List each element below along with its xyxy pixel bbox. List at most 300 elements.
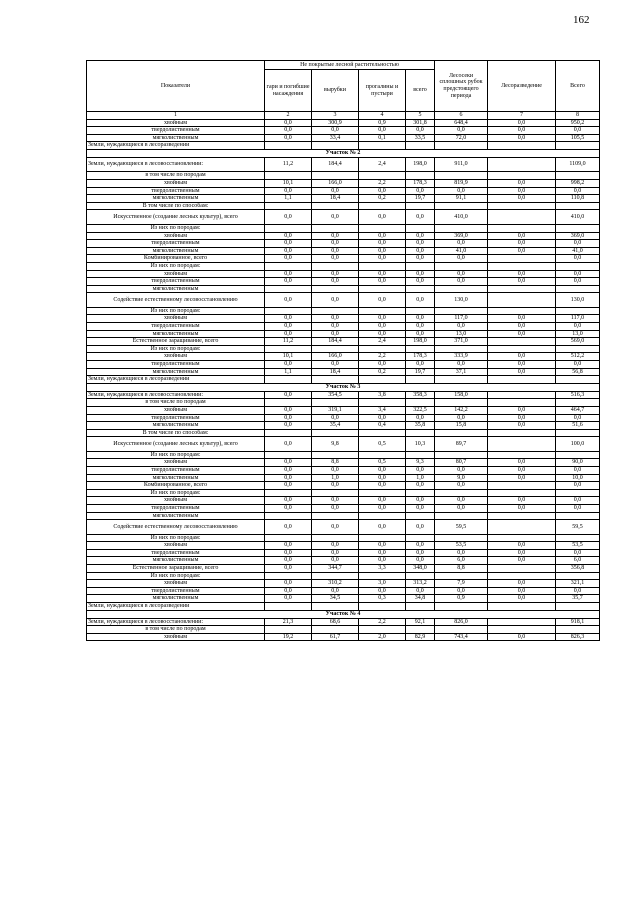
table-row xyxy=(87,270,600,278)
row-label: Комбинированное, всего xyxy=(87,482,265,490)
header-glades: прогалины и пустыри xyxy=(359,70,406,112)
table-cell: 321,1 xyxy=(556,580,600,588)
table-cell xyxy=(265,142,312,150)
row-label: мягколиственным xyxy=(87,330,265,338)
table-cell: 0,0 xyxy=(312,549,359,557)
table-cell: 53,5 xyxy=(556,542,600,550)
table-row xyxy=(87,353,600,361)
table-cell: 371,0 xyxy=(435,338,488,346)
table-cell xyxy=(488,399,556,407)
table-row xyxy=(87,224,600,232)
table-cell: 8,8 xyxy=(435,565,488,573)
table-cell: 0,0 xyxy=(359,255,406,263)
table-cell: 0,0 xyxy=(488,270,556,278)
table-cell: 0,0 xyxy=(435,504,488,512)
table-cell xyxy=(435,489,488,497)
table-cell: 82,9 xyxy=(406,633,435,641)
table-cell: 0,0 xyxy=(556,497,600,505)
table-cell xyxy=(406,376,435,384)
table-cell: 0,0 xyxy=(556,587,600,595)
table-cell: 0,0 xyxy=(265,134,312,142)
table-cell xyxy=(406,224,435,232)
table-cell: 0,0 xyxy=(265,580,312,588)
table-cell: 0,0 xyxy=(359,557,406,565)
row-label: Искусственное (создание лесных культур), всего xyxy=(87,210,265,225)
row-label: Из них по породам: xyxy=(87,307,265,315)
table-cell xyxy=(312,376,359,384)
table-cell: 358,3 xyxy=(406,391,435,399)
table-cell: 0,0 xyxy=(312,247,359,255)
row-label: Естественное заращивание, всего xyxy=(87,338,265,346)
table-cell: 19,7 xyxy=(406,368,435,376)
table-cell: 0,0 xyxy=(265,232,312,240)
table-row xyxy=(87,315,600,323)
table-cell: 0,0 xyxy=(556,360,600,368)
table-row xyxy=(87,247,600,255)
table-cell xyxy=(406,399,435,407)
table-cell: 0,3 xyxy=(359,595,406,603)
table-cell xyxy=(312,602,359,610)
header-reforestation: Лесоразведение xyxy=(488,61,556,112)
table-cell xyxy=(488,157,556,172)
table-cell xyxy=(406,512,435,520)
table-cell xyxy=(488,626,556,634)
table-cell: 0,0 xyxy=(435,414,488,422)
table-cell xyxy=(488,142,556,150)
col-number: 1 xyxy=(87,112,265,120)
table-cell: 178,3 xyxy=(406,180,435,188)
table-cell: 516,3 xyxy=(556,391,600,399)
table-cell: 0,0 xyxy=(406,587,435,595)
table-cell: 0,0 xyxy=(435,278,488,286)
table-row xyxy=(87,580,600,588)
row-label: твердолиственным xyxy=(87,414,265,422)
row-label: Из них по породам: xyxy=(87,489,265,497)
table-cell: 369,0 xyxy=(435,232,488,240)
table-row xyxy=(87,285,600,293)
table-cell xyxy=(488,489,556,497)
table-cell: 117,0 xyxy=(435,315,488,323)
table-cell: 0,0 xyxy=(312,255,359,263)
table-cell xyxy=(312,534,359,542)
table-cell xyxy=(556,489,600,497)
table-cell: 0,4 xyxy=(359,422,406,430)
table-row xyxy=(87,618,600,626)
table-cell: 0,0 xyxy=(359,127,406,135)
table-cell xyxy=(406,202,435,210)
table-row xyxy=(87,497,600,505)
row-label: твердолиственным xyxy=(87,240,265,248)
table-row xyxy=(87,307,600,315)
table-cell: 310,2 xyxy=(312,580,359,588)
col-number: 6 xyxy=(435,112,488,120)
table-cell xyxy=(406,534,435,542)
section-title: Участок № 4 xyxy=(87,610,600,618)
table-cell: 333,9 xyxy=(435,353,488,361)
table-cell xyxy=(312,399,359,407)
table-cell xyxy=(312,626,359,634)
table-cell: 0,0 xyxy=(488,187,556,195)
row-label: Из них по породам: xyxy=(87,224,265,232)
table-cell: 0,0 xyxy=(312,187,359,195)
table-cell: 0,0 xyxy=(406,232,435,240)
table-cell xyxy=(488,307,556,315)
table-row xyxy=(87,322,600,330)
table-cell: 117,0 xyxy=(556,315,600,323)
table-cell xyxy=(435,534,488,542)
table-cell: 743,4 xyxy=(435,633,488,641)
table-cell: 0,0 xyxy=(556,240,600,248)
table-cell: 0,0 xyxy=(359,322,406,330)
table-cell: 0,0 xyxy=(265,549,312,557)
table-cell: 0,0 xyxy=(488,459,556,467)
table-row xyxy=(87,534,600,542)
row-label: твердолиственным xyxy=(87,278,265,286)
table-cell: 0,0 xyxy=(265,187,312,195)
table-cell xyxy=(312,285,359,293)
table-cell: 300,9 xyxy=(312,119,359,127)
table-cell: 0,0 xyxy=(435,549,488,557)
table-cell: 80,7 xyxy=(435,459,488,467)
table-cell xyxy=(406,172,435,180)
row-label: хвойным xyxy=(87,542,265,550)
table-cell: 826,3 xyxy=(556,633,600,641)
table-cell: 0,0 xyxy=(265,459,312,467)
table-cell: 0,0 xyxy=(312,520,359,535)
table-cell: 0,2 xyxy=(359,368,406,376)
row-label: Из них по породам: xyxy=(87,534,265,542)
table-cell: 0,0 xyxy=(488,232,556,240)
row-label: мягколиственным xyxy=(87,247,265,255)
row-label: Земли, нуждающиеся в лесовосстановлении: xyxy=(87,391,265,399)
table-cell: 0,0 xyxy=(488,633,556,641)
table-cell xyxy=(556,285,600,293)
table-cell: 0,0 xyxy=(435,240,488,248)
table-cell: 0,0 xyxy=(488,414,556,422)
table-cell xyxy=(265,172,312,180)
table-cell: 464,7 xyxy=(556,406,600,414)
table-cell: 0,0 xyxy=(359,187,406,195)
table-cell: 0,0 xyxy=(312,210,359,225)
table-cell xyxy=(556,376,600,384)
table-cell: 0,0 xyxy=(406,504,435,512)
table-cell xyxy=(359,345,406,353)
table-cell xyxy=(556,172,600,180)
table-row xyxy=(87,399,600,407)
table-row xyxy=(87,474,600,482)
row-label: твердолиственным xyxy=(87,587,265,595)
table-cell xyxy=(406,307,435,315)
table-cell: 0,0 xyxy=(406,414,435,422)
row-label: мягколиственным xyxy=(87,595,265,603)
table-cell xyxy=(359,429,406,437)
table-cell: 0,5 xyxy=(359,437,406,452)
table-row xyxy=(87,459,600,467)
table-cell xyxy=(488,391,556,399)
table-body xyxy=(87,119,600,641)
section-title: Участок № 2 xyxy=(87,149,600,157)
table-row xyxy=(87,633,600,641)
table-row xyxy=(87,330,600,338)
table-cell xyxy=(488,572,556,580)
table-cell xyxy=(406,285,435,293)
table-cell xyxy=(435,202,488,210)
table-cell xyxy=(265,602,312,610)
table-cell xyxy=(556,512,600,520)
table-cell: 0,0 xyxy=(435,482,488,490)
table-row xyxy=(87,180,600,188)
row-label: Земли, нуждающиеся в лесоразведении xyxy=(87,376,265,384)
table-row xyxy=(87,368,600,376)
col-number: 4 xyxy=(359,112,406,120)
table-row xyxy=(87,210,600,225)
table-cell: 0,0 xyxy=(265,360,312,368)
table-cell: 0,0 xyxy=(312,497,359,505)
table-cell: 0,0 xyxy=(488,134,556,142)
table-cell: 410,0 xyxy=(556,210,600,225)
table-cell: 2,2 xyxy=(359,353,406,361)
table-cell xyxy=(435,224,488,232)
table-cell xyxy=(359,262,406,270)
table-row xyxy=(87,429,600,437)
table-cell: 0,0 xyxy=(488,330,556,338)
table-cell: 0,0 xyxy=(406,520,435,535)
table-cell xyxy=(406,626,435,634)
header-total-not-covered: всего xyxy=(406,70,435,112)
header-indicators: Показатели xyxy=(87,61,265,112)
table-row xyxy=(87,437,600,452)
table-row xyxy=(87,345,600,353)
table-cell: 0,0 xyxy=(556,187,600,195)
table-cell xyxy=(265,224,312,232)
table-cell xyxy=(488,285,556,293)
table-cell: 0,0 xyxy=(406,497,435,505)
row-label: хвойным xyxy=(87,119,265,127)
table-cell: 59,5 xyxy=(556,520,600,535)
table-cell xyxy=(488,262,556,270)
table-cell xyxy=(265,572,312,580)
row-label: хвойным xyxy=(87,406,265,414)
table-cell: 2,0 xyxy=(359,633,406,641)
table-row xyxy=(87,595,600,603)
table-cell: 0,0 xyxy=(265,240,312,248)
table-cell: 0,0 xyxy=(265,466,312,474)
table-cell: 998,2 xyxy=(556,180,600,188)
table-cell xyxy=(435,572,488,580)
table-cell: 950,2 xyxy=(556,119,600,127)
table-cell: 0,0 xyxy=(488,353,556,361)
row-label: Земли, нуждающиеся в лесоразведении xyxy=(87,142,265,150)
table-cell xyxy=(265,262,312,270)
table-cell xyxy=(435,451,488,459)
table-row xyxy=(87,127,600,135)
table-cell xyxy=(406,572,435,580)
row-label: хвойным xyxy=(87,497,265,505)
table-cell: 2,2 xyxy=(359,618,406,626)
table-cell: 0,0 xyxy=(265,557,312,565)
table-cell: 11,2 xyxy=(265,157,312,172)
table-cell: 0,0 xyxy=(265,587,312,595)
table-cell: 0,0 xyxy=(406,247,435,255)
table-row xyxy=(87,466,600,474)
table-cell: 178,3 xyxy=(406,353,435,361)
table-cell: 6,0 xyxy=(556,557,600,565)
table-cell: 184,4 xyxy=(312,157,359,172)
row-label: хвойным xyxy=(87,353,265,361)
table-row xyxy=(87,626,600,634)
table-cell: 369,0 xyxy=(556,232,600,240)
row-label: в том числе по породам xyxy=(87,172,265,180)
table-row xyxy=(87,338,600,346)
table-cell: 198,0 xyxy=(406,157,435,172)
table-cell xyxy=(359,285,406,293)
table-cell: 0,5 xyxy=(359,459,406,467)
table-cell: 0,0 xyxy=(488,474,556,482)
row-label: хвойным xyxy=(87,633,265,641)
table-cell: 0,0 xyxy=(359,474,406,482)
col-number: 7 xyxy=(488,112,556,120)
table-cell: 344,7 xyxy=(312,565,359,573)
table-cell: 319,1 xyxy=(312,406,359,414)
table-cell: 10,3 xyxy=(406,437,435,452)
table-cell: 0,0 xyxy=(265,270,312,278)
table-cell: 56,8 xyxy=(556,368,600,376)
table-row xyxy=(87,360,600,368)
row-label: Искусственное (создание лесных культур), всего xyxy=(87,437,265,452)
table-cell: 0,0 xyxy=(359,587,406,595)
row-label: хвойным xyxy=(87,270,265,278)
table-row xyxy=(87,134,600,142)
table-cell: 0,0 xyxy=(359,549,406,557)
table-cell: 51,6 xyxy=(556,422,600,430)
row-label: в том числе по породам xyxy=(87,399,265,407)
table-cell: 0,0 xyxy=(488,549,556,557)
table-cell: 819,9 xyxy=(435,180,488,188)
table-cell: 1,1 xyxy=(265,368,312,376)
table-cell xyxy=(488,224,556,232)
table-cell xyxy=(359,307,406,315)
table-cell: 0,0 xyxy=(312,278,359,286)
table-cell: 110,8 xyxy=(556,195,600,203)
table-cell: 0,0 xyxy=(312,293,359,308)
table-row xyxy=(87,195,600,203)
table-cell xyxy=(488,345,556,353)
table-cell: 0,0 xyxy=(312,315,359,323)
table-cell: 0,0 xyxy=(488,247,556,255)
table-cell: 158,0 xyxy=(435,391,488,399)
table-cell: 8,8 xyxy=(312,459,359,467)
table-cell xyxy=(359,572,406,580)
table-cell xyxy=(488,565,556,573)
table-cell: 0,0 xyxy=(488,406,556,414)
table-cell: 0,0 xyxy=(359,482,406,490)
table-cell: 0,0 xyxy=(406,240,435,248)
table-cell xyxy=(435,512,488,520)
table-cell: 1109,0 xyxy=(556,157,600,172)
table-cell: 0,0 xyxy=(312,232,359,240)
table-cell: 0,0 xyxy=(359,497,406,505)
table-cell xyxy=(488,602,556,610)
table-cell: 198,0 xyxy=(406,338,435,346)
table-cell: 9,8 xyxy=(312,437,359,452)
table-cell xyxy=(488,429,556,437)
table-row xyxy=(87,255,600,263)
table-cell: 0,0 xyxy=(265,330,312,338)
table-header xyxy=(87,61,600,120)
table-cell: 9,3 xyxy=(406,459,435,467)
table-row xyxy=(87,587,600,595)
table-cell: 0,0 xyxy=(488,557,556,565)
table-cell xyxy=(359,172,406,180)
table-cell: 0,0 xyxy=(406,557,435,565)
table-cell: 19,7 xyxy=(406,195,435,203)
table-cell: 61,7 xyxy=(312,633,359,641)
row-label: твердолиственным xyxy=(87,187,265,195)
table-cell: 37,1 xyxy=(435,368,488,376)
header-cuttings: вырубки xyxy=(312,70,359,112)
table-cell: 0,0 xyxy=(265,391,312,399)
table-cell xyxy=(556,202,600,210)
table-cell: 0,0 xyxy=(359,278,406,286)
table-row xyxy=(87,293,600,308)
table-cell: 0,0 xyxy=(556,255,600,263)
section-title: Участок № 3 xyxy=(87,383,600,391)
table-cell: 0,0 xyxy=(556,549,600,557)
table-cell: 0,0 xyxy=(265,504,312,512)
table-cell xyxy=(488,255,556,263)
table-cell xyxy=(435,172,488,180)
table-cell: 33,5 xyxy=(406,134,435,142)
table-cell xyxy=(359,224,406,232)
row-label: Из них по породам: xyxy=(87,345,265,353)
table-cell: 0,0 xyxy=(265,293,312,308)
table-cell xyxy=(406,602,435,610)
row-label: в том числе по породам xyxy=(87,626,265,634)
row-label: мягколиственным xyxy=(87,134,265,142)
table-cell: 33,4 xyxy=(312,134,359,142)
table-cell: 0,0 xyxy=(406,293,435,308)
row-label: Естественное заращивание, всего xyxy=(87,565,265,573)
row-label: Из них по породам: xyxy=(87,572,265,580)
table-cell: 0,0 xyxy=(488,422,556,430)
table-cell: 0,0 xyxy=(265,315,312,323)
table-cell: 0,2 xyxy=(359,195,406,203)
table-cell: 13,0 xyxy=(435,330,488,338)
table-row xyxy=(87,572,600,580)
table-cell: 9,0 xyxy=(435,474,488,482)
table-cell xyxy=(556,451,600,459)
table-cell: 59,5 xyxy=(435,520,488,535)
table-cell xyxy=(312,572,359,580)
table-cell xyxy=(556,429,600,437)
table-cell: 35,4 xyxy=(312,422,359,430)
table-cell: 0,0 xyxy=(488,595,556,603)
table-cell: 21,3 xyxy=(265,618,312,626)
table-cell: 512,2 xyxy=(556,353,600,361)
table-cell: 0,0 xyxy=(359,210,406,225)
table-cell: 35,7 xyxy=(556,595,600,603)
table-cell: 0,0 xyxy=(406,187,435,195)
table-row xyxy=(87,202,600,210)
table-cell: 0,0 xyxy=(265,520,312,535)
table-cell: 0,0 xyxy=(312,482,359,490)
table-row xyxy=(87,391,600,399)
table-cell: 0,0 xyxy=(435,466,488,474)
table-cell: 92,1 xyxy=(406,618,435,626)
table-cell: 35,8 xyxy=(406,422,435,430)
table-cell: 0,0 xyxy=(488,195,556,203)
header-not-covered: Не покрытые лесной растительностью xyxy=(265,61,435,70)
